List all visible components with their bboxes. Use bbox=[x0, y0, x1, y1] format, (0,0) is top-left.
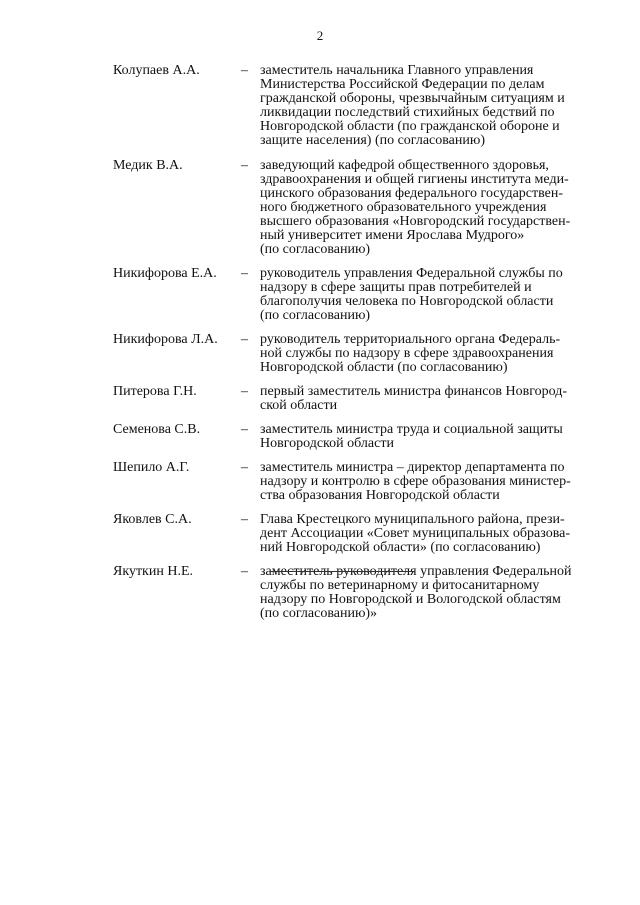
member-name: Якуткин Н.Е. bbox=[113, 564, 194, 579]
member-role bbox=[260, 513, 600, 555]
member-role bbox=[260, 385, 600, 413]
role-line: ного бюджетного образовательного учреждения bbox=[260, 200, 547, 215]
member-list bbox=[113, 64, 613, 621]
role-line: Новгородской области (по гражданской обороне и bbox=[260, 119, 560, 134]
member-role bbox=[260, 64, 600, 148]
member-dash: – bbox=[241, 460, 248, 475]
member-row-semenova bbox=[113, 423, 613, 451]
role-line: Новгородской области bbox=[260, 436, 394, 451]
member-dash: – bbox=[241, 512, 248, 527]
member-row-shepilo bbox=[113, 461, 613, 503]
role-line: благополучия человека по Новгородской области bbox=[260, 294, 554, 309]
member-dash: – bbox=[241, 564, 248, 579]
member-name: Яковлев С.А. bbox=[113, 512, 192, 527]
role-line: Министерства Российской Федерации по делам bbox=[260, 77, 545, 92]
role-line: дент Ассоциации «Совет муниципальных образова- bbox=[260, 526, 571, 541]
member-row-yakutkin bbox=[113, 565, 613, 621]
role-line: надзору и контролю в сфере образования министер- bbox=[260, 474, 571, 489]
member-name: Никифорова Л.А. bbox=[113, 332, 218, 347]
member-name: Никифорова Е.А. bbox=[113, 266, 217, 281]
member-dash: – bbox=[241, 266, 248, 281]
member-dash: – bbox=[241, 158, 248, 173]
member-name: Шепило А.Г. bbox=[113, 460, 190, 475]
role-line: заместитель министра труда и социальной защиты bbox=[260, 422, 563, 437]
role-line: заведующий кафедрой общественного здоровья, bbox=[260, 158, 549, 173]
role-line: ства образования Новгородской области bbox=[260, 488, 500, 503]
member-row-nikiforova-la bbox=[113, 333, 613, 375]
member-row-medik bbox=[113, 159, 613, 257]
role-line: (по согласованию) bbox=[260, 308, 371, 323]
role-line: руководитель территориального органа Федераль- bbox=[260, 332, 561, 347]
member-role bbox=[260, 159, 600, 257]
role-line: заместитель начальника Главного управления bbox=[260, 63, 534, 78]
member-dash: – bbox=[241, 63, 248, 78]
member-dash: – bbox=[241, 332, 248, 347]
role-line: руководитель управления Федеральной службы по bbox=[260, 266, 563, 281]
role-line: защите населения) (по согласованию) bbox=[260, 133, 485, 148]
role-line: цинского образования федерального государствен- bbox=[260, 186, 564, 201]
role-line: заместитель министра – директор департамента по bbox=[260, 460, 565, 475]
role-line: Глава Крестецкого муниципального района, прези- bbox=[260, 512, 565, 527]
role-line: высшего образования «Новгородский государствен- bbox=[260, 214, 571, 229]
role-line: надзору по Новгородской и Вологодской областям bbox=[260, 592, 561, 607]
member-role bbox=[260, 423, 600, 451]
role-line: заместитель руководителя управления Федеральной bbox=[260, 564, 572, 579]
role-line: службы по ветеринарному и фитосанитарному bbox=[260, 578, 540, 593]
member-row-kolupaev bbox=[113, 64, 613, 148]
role-line: ной службы по надзору в сфере здравоохранения bbox=[260, 346, 554, 361]
member-row-nikiforova-ea bbox=[113, 267, 613, 323]
closing-separator-line bbox=[270, 571, 415, 572]
member-role bbox=[260, 333, 600, 375]
member-dash: – bbox=[241, 384, 248, 399]
role-line: ный университет имени Ярослава Мудрого» bbox=[260, 228, 525, 243]
role-line: ской области bbox=[260, 398, 338, 413]
role-line: здравоохранения и общей гигиены института меди- bbox=[260, 172, 569, 187]
page-number: 2 bbox=[316, 28, 324, 43]
role-line: первый заместитель министра финансов Новгород- bbox=[260, 384, 568, 399]
role-line: ний Новгородской области» (по согласованию) bbox=[260, 540, 541, 555]
role-line: (по согласованию)» bbox=[260, 606, 378, 621]
member-role bbox=[260, 461, 600, 503]
member-role bbox=[260, 565, 600, 621]
role-line: гражданской обороны, чрезвычайным ситуациям и bbox=[260, 91, 565, 106]
member-row-piterova bbox=[113, 385, 613, 413]
role-line: ликвидации последствий стихийных бедствий по bbox=[260, 105, 555, 120]
role-line: надзору в сфере защиты прав потребителей и bbox=[260, 280, 532, 295]
member-row-yakovlev bbox=[113, 513, 613, 555]
member-name: Питерова Г.Н. bbox=[113, 384, 197, 399]
member-role bbox=[260, 267, 600, 323]
member-dash: – bbox=[241, 422, 248, 437]
role-line: Новгородской области (по согласованию) bbox=[260, 360, 508, 375]
member-name: Медик В.А. bbox=[113, 158, 183, 173]
member-name: Колупаев А.А. bbox=[113, 63, 200, 78]
member-name: Семенова С.В. bbox=[113, 422, 201, 437]
role-line: (по согласованию) bbox=[260, 242, 371, 257]
